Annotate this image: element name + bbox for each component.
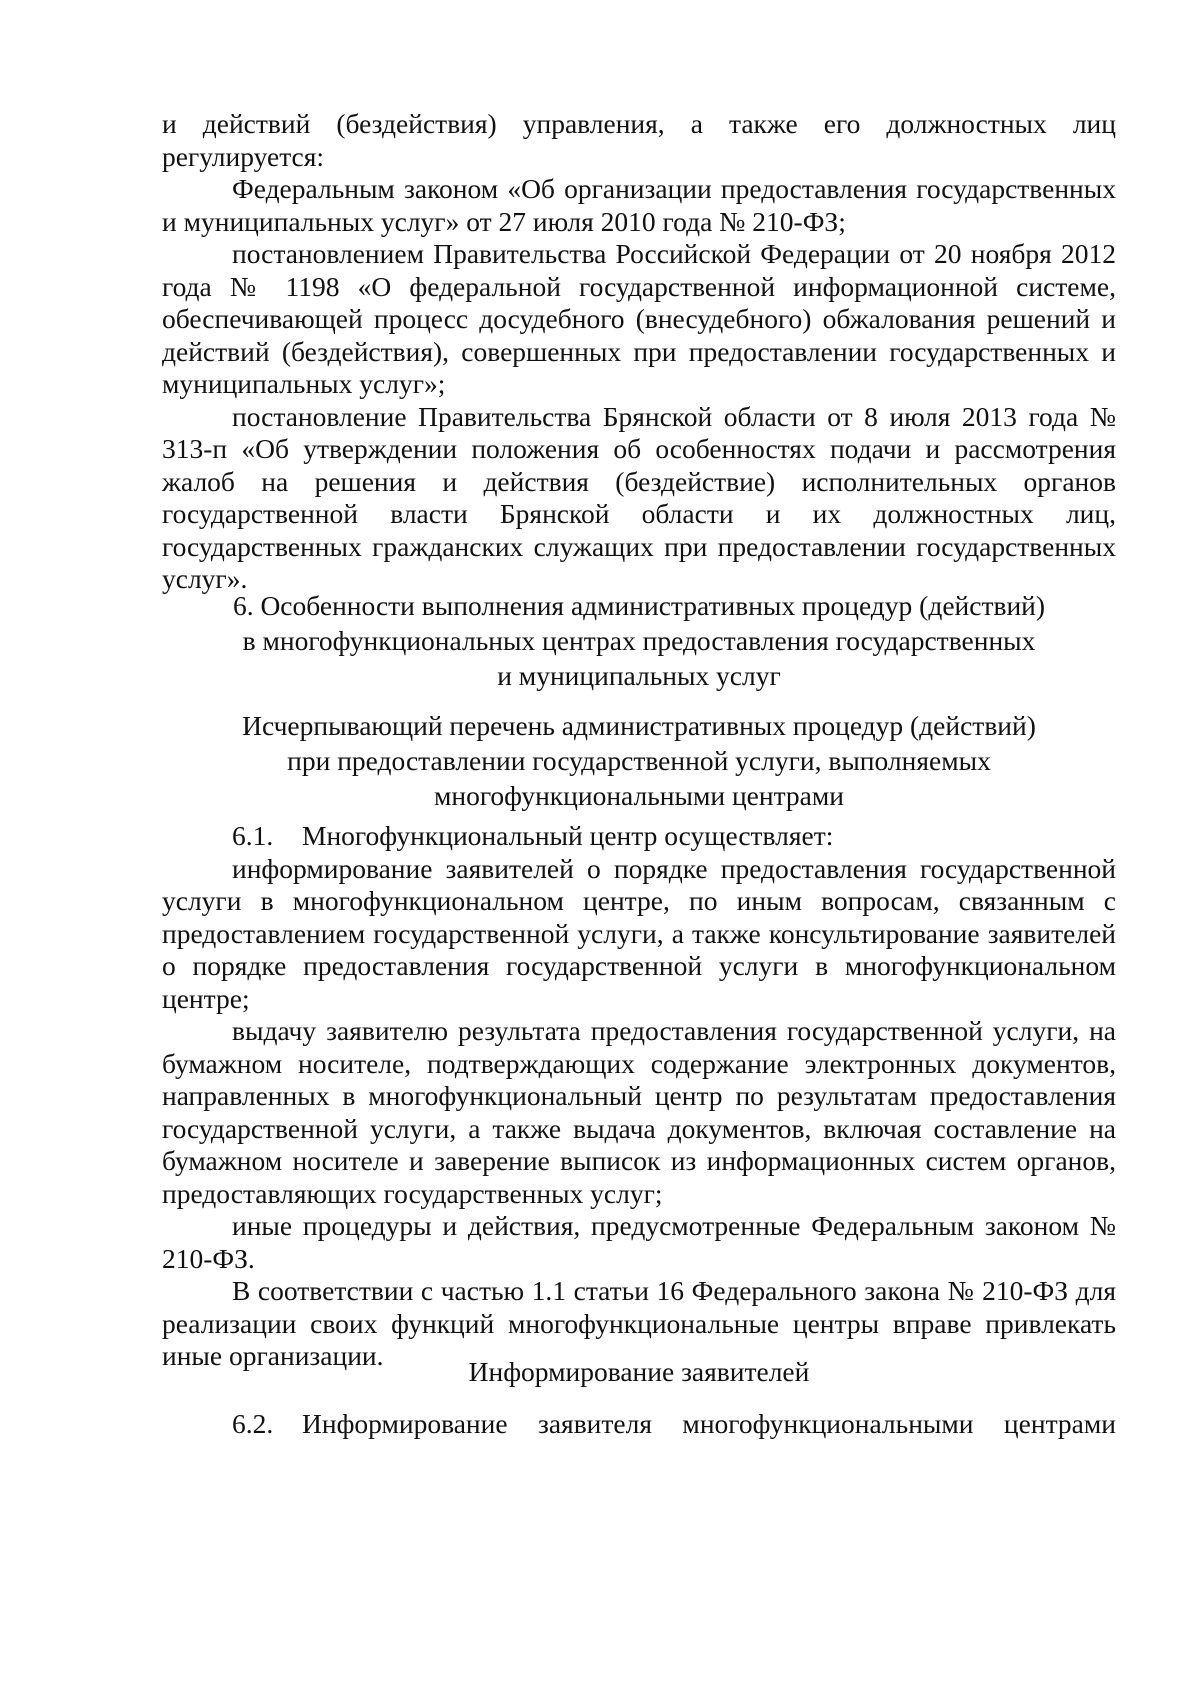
- section-6-heading-line-3: и муниципальных услуг: [497, 660, 781, 691]
- paragraph-federal-law: Федеральным законом «Об организации предоставления государственных и муниципальных услуг» от 27 июля 2010 года № 210-ФЗ;: [162, 173, 1116, 237]
- procedures-heading-line-3: многофункциональными центрами: [433, 780, 845, 811]
- procedures-heading-line-1: Исчерпывающий перечень административных процедур (действий): [242, 710, 1036, 741]
- section-6-heading-line-1: 6. Особенности выполнения административных процедур (действий): [232, 590, 1046, 621]
- procedures-heading-line-2: при предоставлении государственной услуги, выполняемых: [287, 745, 991, 776]
- paragraph-informing-applicants: информирование заявителей о порядке предоставления государственной услуги в многофункциональном центре, по иным вопросам, связанным с предоставлением государственной услуги, а также консультирование заявителей о порядке предоставления государственной услуги в многофункциональном центре;: [162, 852, 1116, 1014]
- paragraph-government-resolution: постановлением Правительства Российской Федерации от 20 ноября 2012 года № 1198 «О федеральной государственной информационной системе, обеспечивающей процесс досудебного (внесудебного) обжалования решений и действий (бездействия), совершенных при предоставлении государственных и муниципальных услуг»;: [162, 238, 1116, 399]
- section-6-heading-line-2: в многофункциональных центрах предоставления государственных: [242, 625, 1036, 656]
- informing-applicants-heading: [162, 1354, 1116, 1389]
- clause-6-1: [162, 820, 1116, 1373]
- procedures-list-heading: [162, 708, 1116, 813]
- clause-6-1-lead: [162, 820, 1116, 853]
- clause-6-2-lead: [162, 1408, 1116, 1441]
- paragraph-other-procedures: иные процедуры и действия, предусмотренные Федеральным законом № 210-ФЗ.: [162, 1210, 1116, 1274]
- clause-6-1-number: 6.1.: [232, 820, 274, 851]
- top-paragraphs: [162, 108, 1116, 596]
- paragraph-intro: и действий (бездействия) управления, а также его должностных лиц регулируется:: [162, 108, 1116, 172]
- paragraph-bryansk-resolution: постановление Правительства Брянской области от 8 июля 2013 года № 313-п «Об утверждении положения об особенностях подачи и рассмотрения жалоб на решения и действия (бездействие) исполнительных органов государственной власти Брянской области и их должностных лиц, государственных гражданских служащих при предоставлении государственных услуг».: [162, 400, 1116, 594]
- paragraph-other-organizations: В соответствии с частью 1.1 статьи 16 Федерального закона № 210-ФЗ для реализации своих функций многофункциональные центры вправе привлекать иные организации.: [162, 1275, 1116, 1371]
- clause-6-1-lead-text: Многофункциональный центр осуществляет:: [302, 820, 834, 851]
- clause-6-2-number: 6.2.: [232, 1408, 274, 1439]
- paragraph-issuing-result: выдачу заявителю результата предоставления государственной услуги, на бумажном носителе, подтверждающих содержание электронных документов, направленных в многофункциональный центр по результатам предоставления государственной услуги, а также выдача документов, включая составление на бумажном носителе и заверение выписок из информационных систем органов, предоставляющих государственных услуг;: [162, 1015, 1116, 1209]
- informing-heading-text: Информирование заявителей: [468, 1356, 810, 1387]
- clause-6-2-lead-text: Информирование заявителя многофункциональными центрами: [302, 1408, 1116, 1439]
- section-6-heading: [162, 588, 1116, 693]
- clause-6-2: [162, 1408, 1116, 1441]
